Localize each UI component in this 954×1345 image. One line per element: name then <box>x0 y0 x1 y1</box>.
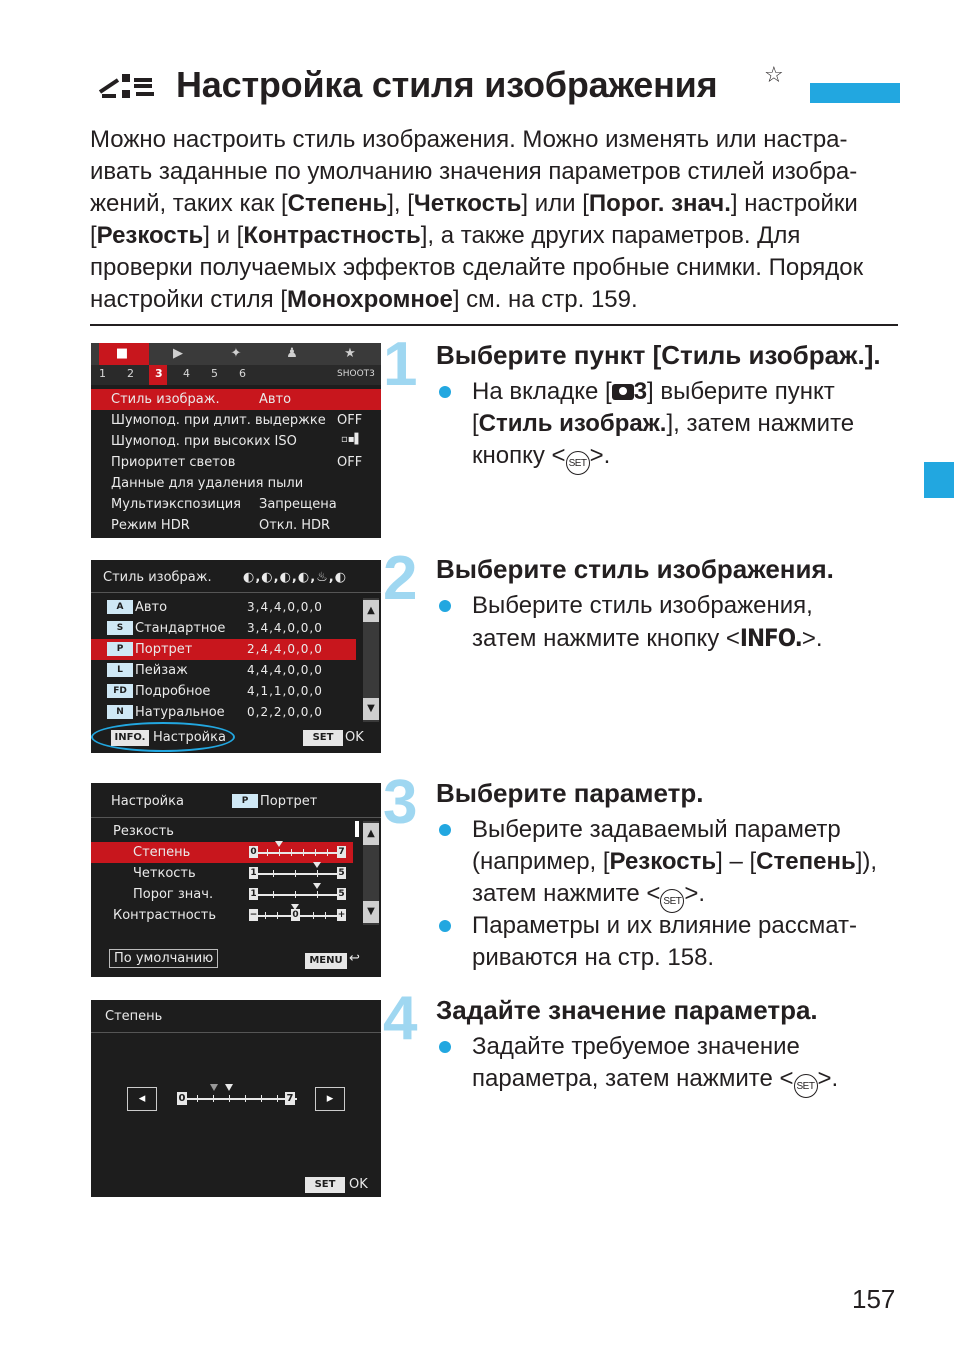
menu-key[interactable]: MENU <box>305 953 347 969</box>
ok-label: OK <box>349 1177 368 1192</box>
default-settings-button[interactable]: По умолчанию <box>109 949 218 968</box>
step-number-1: 1 <box>383 330 418 399</box>
intro-line: жений, таких как [Степень], [Четкость] или [Порог. знач.] настройки <box>90 190 858 217</box>
set-key[interactable]: SET <box>303 730 343 746</box>
camera-screen-shoot-menu <box>91 343 381 538</box>
intro-line: ивать заданные по умолчанию значения параметров стилей изобра- <box>90 158 858 185</box>
bullet-dot <box>439 1041 451 1053</box>
intro-line: настройки стиля [Монохромное] см. на стр. 159. <box>90 286 638 313</box>
step-number-4: 4 <box>383 984 418 1053</box>
subtab-2[interactable]: 2 <box>127 367 134 380</box>
style-icon: P <box>232 794 258 808</box>
style-row-neutral[interactable]: N Натуральное 0,2,2,0,0,0 <box>91 702 356 723</box>
header-divider <box>91 592 381 593</box>
step-title-2: Выберите стиль изображения. <box>436 554 834 584</box>
section-side-tab <box>924 462 954 498</box>
step-title-3: Выберите параметр. <box>436 778 704 808</box>
current-marker <box>225 1084 233 1091</box>
strength-slider[interactable] <box>177 1093 297 1104</box>
fineness-scale: 1 5 <box>253 873 343 875</box>
page-title: Настройка стиля изображения <box>176 64 718 105</box>
step-2-bullet: Выберите стиль изображения, затем нажмите кнопку <INFO.>. <box>472 590 823 655</box>
menu-row-high-iso-nr[interactable]: Шумопод. при высоких ISO ▫▪▌ <box>111 434 363 449</box>
subtab-3[interactable]: 3 <box>155 367 163 380</box>
subtab-5[interactable]: 5 <box>211 367 218 380</box>
style-row-auto[interactable]: A Авто 3,4,4,0,0,0 <box>91 597 356 618</box>
scroll-up-icon[interactable]: ▲ <box>363 823 379 845</box>
intro-line: Можно настроить стиль изображения. Можно изменять или настра- <box>90 126 848 153</box>
setup-tab-icon[interactable]: ✦ <box>230 346 242 361</box>
bullet-dot <box>439 824 451 836</box>
header-divider <box>91 1032 381 1033</box>
step-number-3: 3 <box>383 768 418 837</box>
param-row-fineness[interactable]: Четкость 1 5 <box>91 863 353 884</box>
step-3-bullet-2: Параметры и их влияние рассмат- риваются на стр. 158. <box>472 910 857 974</box>
set-button-icon: SET <box>794 1074 818 1098</box>
param-icons: ◐,◐,◐,◐,♨,◐ <box>243 570 348 585</box>
page-number: 157 <box>852 1284 896 1314</box>
title-accent-bar <box>810 83 900 103</box>
header-divider <box>91 817 381 818</box>
shooting-tab-icon <box>612 384 634 400</box>
info-button-icon: INFO. <box>739 624 802 652</box>
playback-tab-icon[interactable]: ▶ <box>173 346 183 361</box>
param-row-contrast[interactable]: Контрастность − 0 + <box>91 905 353 926</box>
mymenu-tab-icon[interactable]: ★ <box>344 346 356 361</box>
info-key[interactable]: INFO. <box>111 730 149 746</box>
menu-row-hdr-mode[interactable]: Режим HDR Откл. HDR <box>111 518 331 533</box>
screen-title: Настройка <box>111 794 184 809</box>
step-title-4: Задайте значение параметра. <box>436 995 818 1025</box>
camera-tab-icon[interactable]: ■ <box>115 346 129 361</box>
menu-row-multi-exposure[interactable]: Мультиэкспозиция Запрещена <box>111 497 337 512</box>
threshold-scale: 1 5 <box>253 894 343 896</box>
info-label: Настройка <box>153 730 226 745</box>
camera-screen-strength-adjust <box>91 1000 381 1197</box>
param-row-threshold[interactable]: Порог знач. 1 5 <box>91 884 353 905</box>
menu-row-picture-style[interactable]: Стиль изображ. Авто <box>91 389 381 410</box>
menu-row-dust-data[interactable]: Данные для удаления пыли <box>111 476 304 491</box>
back-icon: ↩ <box>349 951 360 966</box>
set-key[interactable]: SET <box>305 1177 345 1193</box>
camera-screen-style-detail <box>91 783 381 977</box>
style-row-landscape[interactable]: L Пейзаж 4,4,4,0,0,0 <box>91 660 356 681</box>
subtab-1[interactable]: 1 <box>99 367 106 380</box>
menu-row-highlight-priority[interactable]: Приоритет светов OFF <box>111 455 363 470</box>
bullet-dot <box>439 386 451 398</box>
screen-title: Степень <box>105 1009 163 1024</box>
bullet-dot <box>439 920 451 932</box>
step-1-bullet: На вкладке [ 3] выберите пункт [Стиль изображ.], затем нажмите кнопку < SET >. <box>472 376 854 475</box>
subtab-6[interactable]: 6 <box>239 367 246 380</box>
strength-scale: 0 7 <box>253 852 343 854</box>
advanced-star-icon: ☆ <box>764 62 784 87</box>
style-row-portrait[interactable]: P Портрет 2,4,4,0,0,0 <box>91 639 356 660</box>
step-4-bullet: Задайте требуемое значение параметра, затем нажмите < SET >. <box>472 1031 838 1098</box>
set-button-icon: SET <box>660 889 684 913</box>
set-button-icon: SET <box>566 451 590 475</box>
subtab-label: SHOOT3 <box>337 369 375 379</box>
camera-screen-picture-style <box>91 560 381 753</box>
step-title-1: Выберите пункт [Стиль изображ.]. <box>436 340 881 370</box>
scroll-up-icon[interactable]: ▲ <box>363 600 379 622</box>
scale-min: 0 <box>178 1093 186 1104</box>
scroll-down-icon[interactable]: ▼ <box>363 698 379 720</box>
ok-label: OK <box>345 730 364 745</box>
scroll-down-icon[interactable]: ▼ <box>363 901 379 923</box>
scale-max: 7 <box>286 1093 294 1104</box>
menu-row-long-exp-nr[interactable]: Шумопод. при длит. выдержке OFF <box>111 413 363 428</box>
param-row-sharpness[interactable]: Резкость <box>113 824 174 839</box>
intro-paragraph <box>90 124 902 316</box>
page-title-row <box>90 62 900 114</box>
param-row-strength[interactable]: Степень 0 7 <box>91 842 353 863</box>
picture-style-icon <box>96 70 156 104</box>
style-row-standard[interactable]: S Стандартное 3,4,4,0,0,0 <box>91 618 356 639</box>
subtab-4[interactable]: 4 <box>183 367 190 380</box>
contrast-scale: − 0 + <box>253 915 343 917</box>
decrease-button[interactable]: ◂ <box>127 1087 157 1111</box>
increase-button[interactable]: ▸ <box>315 1087 345 1111</box>
step-number-2: 2 <box>383 544 418 613</box>
style-row-fine-detail[interactable]: FD Подробное 4,1,1,0,0,0 <box>91 681 356 702</box>
default-marker <box>210 1084 218 1091</box>
bullet-dot <box>439 600 451 612</box>
custom-tab-icon[interactable]: ♟ <box>286 346 298 361</box>
divider <box>90 324 898 326</box>
step-3-bullet-1: Выберите задаваемый параметр (например, [Резкость] – [Степень]), затем нажмите < SET >. <box>472 814 877 913</box>
intro-line: [Резкость] и [Контрастность], а также других параметров. Для <box>90 222 801 249</box>
style-name: Портрет <box>260 794 318 809</box>
scroll-position-marker <box>355 821 359 837</box>
intro-line: проверки получаемых эффектов сделайте пробные снимки. Порядок <box>90 254 864 281</box>
screen-title: Стиль изображ. <box>103 570 212 585</box>
